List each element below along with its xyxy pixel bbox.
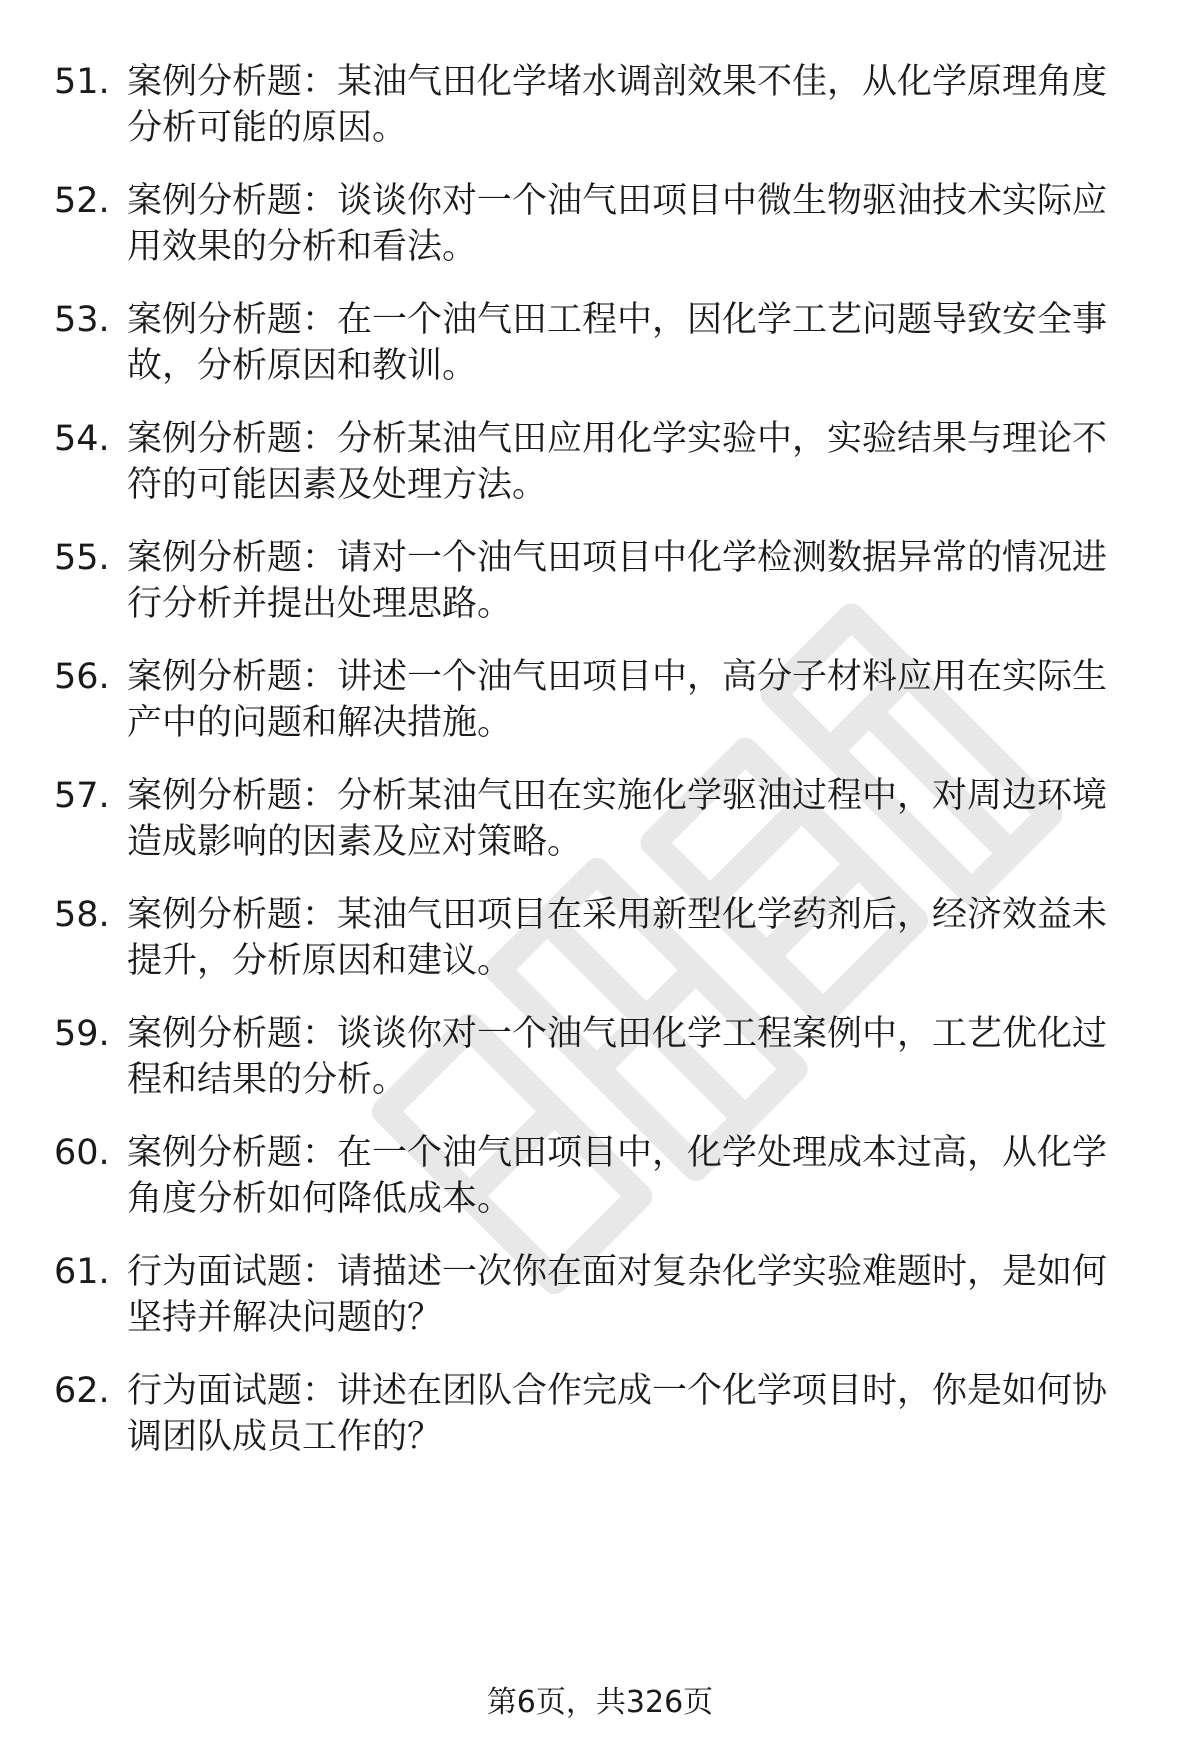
- question-text: [127, 416, 1147, 508]
- list-item: [0, 892, 1200, 1002]
- question-text-line: 案例分析题：在一个油气田工程中，因化学工艺问题导致安全事: [127, 300, 1108, 340]
- question-text: [127, 773, 1147, 865]
- question-text-line: 用效果的分析和看法。: [127, 227, 478, 267]
- question-text-line: 分析可能的原因。: [127, 108, 408, 148]
- question-text-line: 调团队成员工作的？: [127, 1417, 443, 1457]
- question-text: [127, 535, 1147, 627]
- question-text-line: 行为面试题：请描述一次你在面对复杂化学实验难题时，是如何: [127, 1252, 1108, 1292]
- question-text-line: 案例分析题：讲述一个油气田项目中，高分子材料应用在实际生: [127, 657, 1108, 697]
- question-text: [127, 1011, 1147, 1103]
- question-text-line: 案例分析题：在一个油气田项目中，化学处理成本过高，从化学: [127, 1133, 1108, 1173]
- question-text: [127, 297, 1147, 389]
- list-item: [0, 297, 1200, 407]
- list-item: [0, 773, 1200, 883]
- question-text-line: 造成影响的因素及应对策略。: [127, 822, 583, 862]
- question-number: 62.: [54, 1371, 110, 1411]
- question-number: 54.: [54, 419, 110, 459]
- question-text-line: 案例分析题：某油气田项目在采用新型化学药剂后，经济效益未: [127, 895, 1108, 935]
- list-item: [0, 654, 1200, 764]
- question-text: [127, 59, 1147, 151]
- question-text: [127, 892, 1147, 984]
- question-number: 51.: [54, 62, 110, 102]
- question-number: 56.: [54, 657, 110, 697]
- list-item: [0, 178, 1200, 288]
- question-text-line: 符的可能因素及处理方法。: [127, 465, 548, 505]
- list-item: [0, 1249, 1200, 1359]
- question-number: 61.: [54, 1252, 110, 1292]
- question-text: [127, 1130, 1147, 1222]
- question-text: [127, 654, 1147, 746]
- question-text: [127, 178, 1147, 270]
- question-number: 57.: [54, 776, 110, 816]
- question-text-line: 故，分析原因和教训。: [127, 346, 478, 386]
- question-text-line: 案例分析题：分析某油气田应用化学实验中，实验结果与理论不: [127, 419, 1108, 459]
- question-number: 59.: [54, 1014, 110, 1054]
- question-text: [127, 1368, 1147, 1460]
- question-text: [127, 1249, 1147, 1341]
- question-text-line: 坚持并解决问题的？: [127, 1298, 443, 1338]
- question-number: 60.: [54, 1133, 110, 1173]
- question-text-line: 程和结果的分析。: [127, 1060, 408, 1100]
- question-number: 55.: [54, 538, 110, 578]
- question-text-line: 案例分析题：请对一个油气田项目中化学检测数据异常的情况进: [127, 538, 1108, 578]
- question-text-line: 案例分析题：某油气田化学堵水调剖效果不佳，从化学原理角度: [127, 62, 1108, 102]
- question-text-line: 案例分析题：谈谈你对一个油气田项目中微生物驱油技术实际应: [127, 181, 1108, 221]
- list-item: [0, 416, 1200, 526]
- question-text-line: 行分析并提出处理思路。: [127, 584, 513, 624]
- list-item: [0, 535, 1200, 645]
- list-item: [0, 1011, 1200, 1121]
- list-item: [0, 59, 1200, 169]
- page-footer: 第6页，共326页: [486, 1685, 714, 1720]
- question-number: 53.: [54, 300, 110, 340]
- question-number: 52.: [54, 181, 110, 221]
- question-text-line: 案例分析题：分析某油气田在实施化学驱油过程中，对周边环境: [127, 776, 1108, 816]
- list-item: [0, 1368, 1200, 1478]
- question-number: 58.: [54, 895, 110, 935]
- question-text-line: 提升，分析原因和建议。: [127, 941, 513, 981]
- question-text-line: 角度分析如何降低成本。: [127, 1179, 513, 1219]
- list-item: [0, 1130, 1200, 1240]
- question-text-line: 案例分析题：谈谈你对一个油气田化学工程案例中，工艺优化过: [127, 1014, 1108, 1054]
- question-text-line: 行为面试题：讲述在团队合作完成一个化学项目时，你是如何协: [127, 1371, 1108, 1411]
- question-text-line: 产中的问题和解决措施。: [127, 703, 513, 743]
